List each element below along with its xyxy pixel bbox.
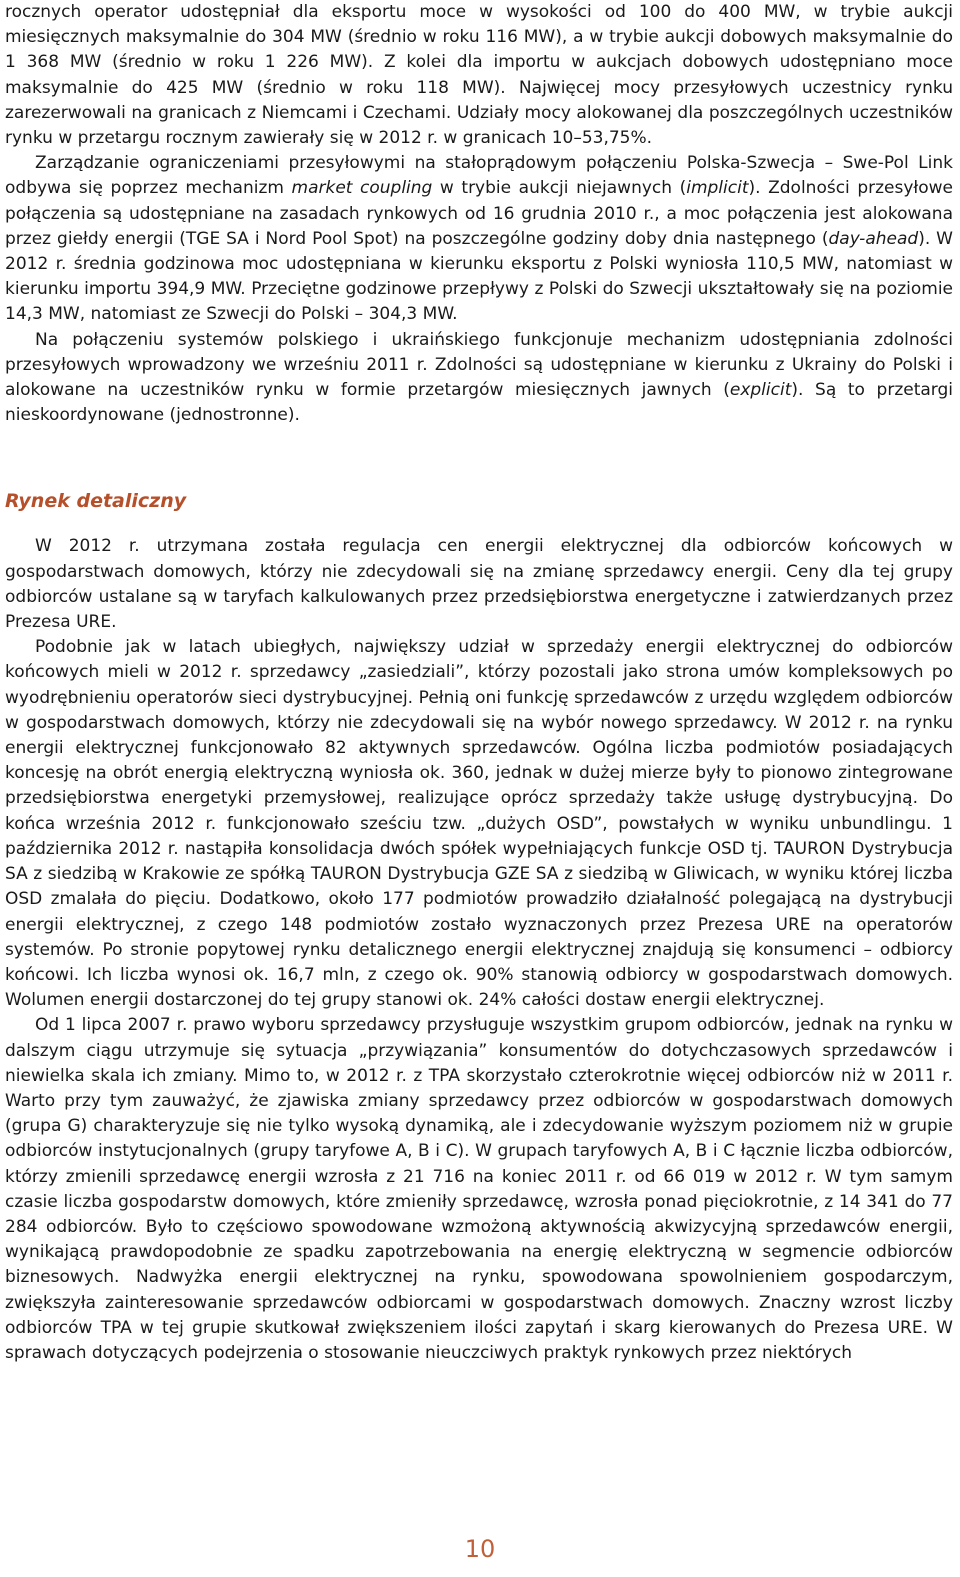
text-run: ). W 2012 r. średnia godzinowa moc udostępniana w kierunku eksportu z Polski wyniosła 110,5 MW, natomiast w kierunku importu 394,9 MW. Przeciętne godzinowe przepływy z Polski do Szwecji ukształtowały się na poziomie 14,3 MW, natomiast ze Szwecji do Polski – 304,3 MW. (5, 228, 953, 325)
document-page (5, 0, 953, 1366)
italic-term: explicit (729, 380, 792, 401)
section-heading: Rynek detaliczny (5, 490, 187, 513)
paragraph (5, 151, 953, 327)
text-run: Od 1 lipca 2007 r. prawo wyboru sprzedawcy przysługuje wszystkim grupom odbiorców, jednak na rynku w dalszym ciągu utrzymuje się sytuacja „przywiązania” konsumentów do dotychczasowych sprzedawców i niewielka skala ich zmiany. Mimo to, w 2012 r. z TPA skorzystało czterokrotnie więcej odbiorców niż w 2011 r. Warto przy tym zauważyć, że zjawiska zmiany sprzedawcy przez odbiorców w gospodarstwach domowych (grupa G) charakteryzuje się nie tylko wysoką dynamiką, ale i zdecydowanie wyższym poziomem niż w grupie odbiorców instytucjonalnych (grupy taryfowe A, B i C). W grupach taryfowych A, B i C łącznie liczba odbiorców, którzy zmienili sprzedawcę energii wzrosła z 21 716 na koniec 2011 r. od 66 019 w 2012 r. W tym samym czasie liczba gospodarstw domowych, które zmieniły sprzedawcę, wzrosła ponad pięciokrotnie, z 14 341 do 77 284 odbiorców. Było to częściowo spowodowane wzmożoną aktywnością akwizycyjną sprzedawców energii, wynikającą prawdopodobnie ze spadku zapotrzebowania na energię elektryczną w segmencie odbiorców biznesowych. Nadwyżka energii elektrycznej na rynku, spowodowana spowolnieniem gospodarczym, zwiększyła zainteresowanie sprzedawców odbiorcami w gospodarstwach domowych. Znaczny wzrost liczby odbiorców TPA w tej grupie skutkował zwiększeniem ilości zapytań i skarg kierowanych do Prezesa URE. W sprawach dotyczących podejrzenia o stosowanie nieuczciwych praktyk rynkowych przez niektórych (5, 1015, 953, 1363)
top-text-block (5, 0, 953, 428)
paragraph (5, 0, 953, 151)
text-run: rocznych operator udostępniał dla eksportu moce w wysokości od 100 do 400 MW, w trybie aukcji miesięcznych maksymalnie do 304 MW (średnio w roku 116 MW), a w trybie aukcji dobowych maksymalnie do 1 368 MW (średnio w roku 1 226 MW). Z kolei dla importu w aukcjach dobowych udostępniano moce maksymalnie do 425 MW (średnio w roku 118 MW). Najwięcej mocy przesyłowych uczestnicy rynku zarezerwowali na granicach z Niemcami i Czechami. Udziały mocy alokowanej dla poszczególnych uczestników rynku w przetargu rocznym zawierały się w 2012 r. w granicach 10–53,75%. (5, 2, 953, 149)
text-run: ). Są to przetargi nieskoordynowane (jednostronne). (5, 380, 953, 426)
text-run: Podobnie jak w latach ubiegłych, największy udział w sprzedaży energii elektrycznej do odbiorców końcowych mieli w 2012 r. sprzedawcy „zasiedziali”, którzy pozostali jako strona umów kompleksowych po wyodrębnieniu operatorów sieci dystrybucyjnej. Pełnią oni funkcję sprzedawców z urzędu względem odbiorców w gospodarstwach domowych, którzy nie zdecydowali się na wybór nowego sprzedawcy. W 2012 r. na rynku energii elektrycznej funkcjonowało 82 aktywnych sprzedawców. Ogólna liczba podmiotów posiadających koncesję na obrót energią elektryczną wyniosła ok. 360, jednak w dużej mierze były to pionowo zintegrowane przedsiębiorstwa energetyki przemysłowej, realizujące oprócz sprzedaży także usługę dystrybucyjną. Do końca września 2012 r. funkcjonowało sześciu tzw. „dużych OSD”, powstałych w wyniku unbundlingu. 1 października 2012 r. nastąpiła konsolidacja dwóch spółek wypełniających funkcje OSD tj. TAURON Dystrybucja SA z siedzibą w Krakowie ze spółką TAURON Dystrybucja GZE SA z siedzibą w Gliwicach, w wyniku której liczba OSD zmalała do pięciu. Dodatkowo, około 177 podmiotów prowadziło działalność polegającą na dystrybucji energii elektrycznej, z czego 148 podmiotów zostało wyznaczonych przez Prezesa URE na operatorów systemów. Po stronie popytowej rynku detalicznego energii elektrycznej znajdują się konsumenci – odbiorcy końcowi. Ich liczba wynosi ok. 16,7 mln, z czego ok. 90% stanowią odbiorcy w gospodarstwach domowych. Wolumen energii dostarczonej do tej grupy stanowi ok. 24% całości dostaw energii elektrycznej. (5, 637, 953, 1011)
text-run: Na połączeniu systemów polskiego i ukraińskiego funkcjonuje mechanizm udostępniania zdolności przesyłowych wprowadzony we wrześniu 2011 r. Zdolności są udostępniane w kierunku z Ukrainy do Polski i alokowane na uczestników rynku w formie przetargów miesięcznych jawnych ( (5, 329, 953, 401)
text-run: W 2012 r. utrzymana została regulacja cen energii elektrycznej dla odbiorców końcowych w gospodarstwach domowych, którzy nie zdecydowali się na zmianę sprzedawcy energii. Ceny dla tej grupy odbiorców ustalane są w taryfach kalkulowanych przez przedsiębiorstwa energetyczne i zatwierdzanych przez Prezesa URE. (5, 536, 953, 633)
italic-term: day-ahead (828, 228, 919, 249)
section-text-block (5, 534, 953, 1366)
text-run: ). Zdolności przesyłowe połączenia są udostępniane na zasadach rynkowych od 16 grudnia 2010 r., a moc połączenia jest alokowana przez giełdy energii (TGE SA i Nord Pool Spot) na poszczególne godziny doby dnia następnego ( (5, 178, 954, 249)
text-run: Zarządzanie ograniczeniami przesyłowymi na stałoprądowym połączeniu Polska-Szwecja – Swe-Pol Link odbywa się poprzez mechanizm (5, 153, 953, 199)
paragraph (5, 635, 953, 1013)
italic-term: implicit (686, 178, 749, 199)
text-run: w trybie aukcji niejawnych ( (432, 178, 687, 199)
paragraph (5, 534, 953, 635)
page-number: 10 (464, 1535, 496, 1563)
paragraph (5, 1013, 953, 1366)
paragraph (5, 328, 953, 429)
italic-term: market coupling (291, 178, 433, 199)
